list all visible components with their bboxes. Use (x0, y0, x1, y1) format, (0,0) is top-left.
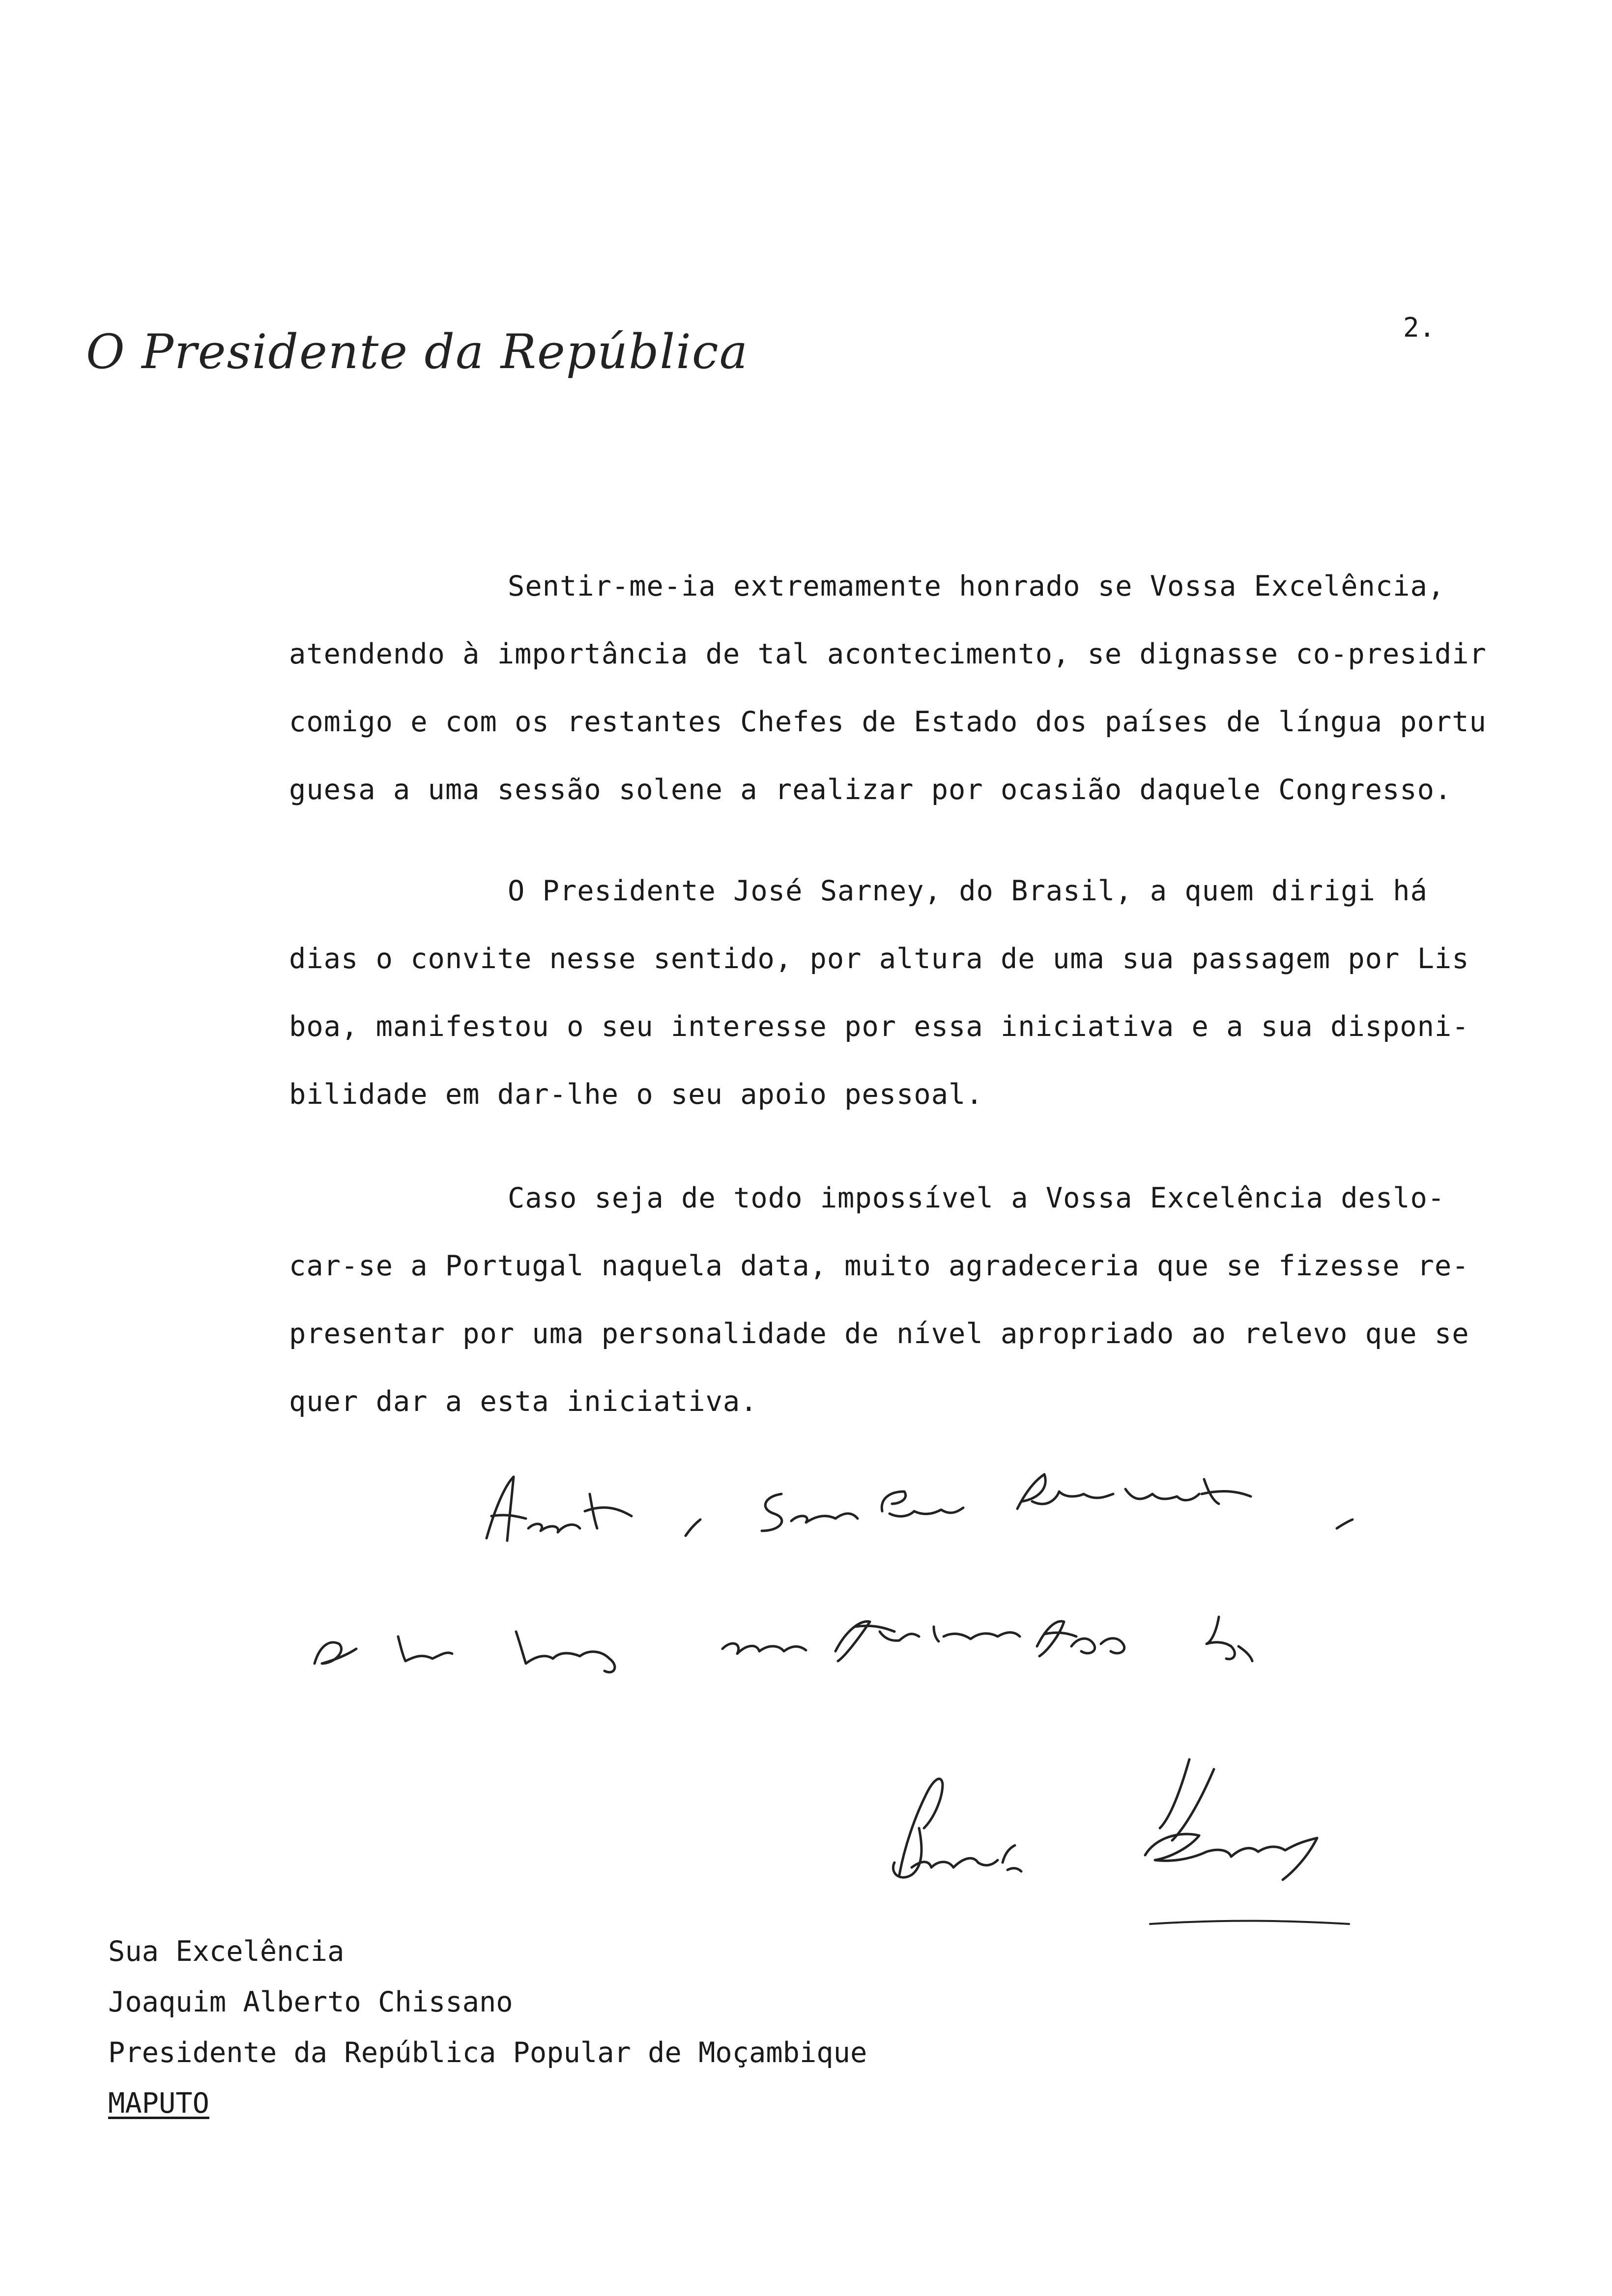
paragraph-1 (289, 570, 1487, 841)
handwritten-closing-line-1 (487, 1474, 1353, 1541)
paragraph-line: Sentir-me-ia extremamente honrado se Vossa Excelência, (508, 570, 1445, 603)
handwritten-closing-line-2 (315, 1617, 1252, 1672)
page-number: 2. (1403, 312, 1435, 343)
paragraph-line: dias o convite nesse sentido, por altura de uma sua passagem por Lis (289, 943, 1469, 975)
signature-rule (1150, 1921, 1349, 1924)
paragraph-line: Caso seja de todo impossível a Vossa Excelência deslo- (508, 1182, 1445, 1214)
paragraph-line: comigo e com os restantes Chefes de Estado dos países de língua portu (289, 706, 1487, 738)
paragraph-line: O Presidente José Sarney, do Brasil, a quem dirigi há (508, 875, 1428, 907)
paragraph-line: boa, manifestou o seu interesse por essa iniciativa e a sua disponi- (289, 1010, 1469, 1043)
addressee-salutation: Sua Excelência (108, 1935, 345, 1968)
paragraph-line: guesa a uma sessão solene a realizar por ocasião daquele Congresso. (289, 774, 1452, 806)
addressee-name: Joaquim Alberto Chissano (108, 1986, 513, 2018)
signature (893, 1759, 1317, 1880)
paragraph-line: atendendo à importância de tal acontecimento, se dignasse co-presidir (289, 638, 1487, 670)
paragraph-line: quer dar a esta iniciativa. (289, 1385, 758, 1418)
paragraph-line: car-se a Portugal naquela data, muito agradeceria que se fizesse re- (289, 1250, 1469, 1282)
addressee-title: Presidente da República Popular de Moçambique (108, 2037, 867, 2069)
addressee-city: MAPUTO (108, 2087, 209, 2120)
letterhead: O Presidente da República (86, 324, 748, 379)
addressee-block (108, 1926, 867, 2129)
paragraph-3 (289, 1182, 1469, 1453)
paragraph-2 (289, 875, 1469, 1146)
paragraph-line: presentar por uma personalidade de nível apropriado ao relevo que se (289, 1318, 1469, 1350)
paragraph-line: bilidade em dar-lhe o seu apoio pessoal. (289, 1078, 983, 1111)
